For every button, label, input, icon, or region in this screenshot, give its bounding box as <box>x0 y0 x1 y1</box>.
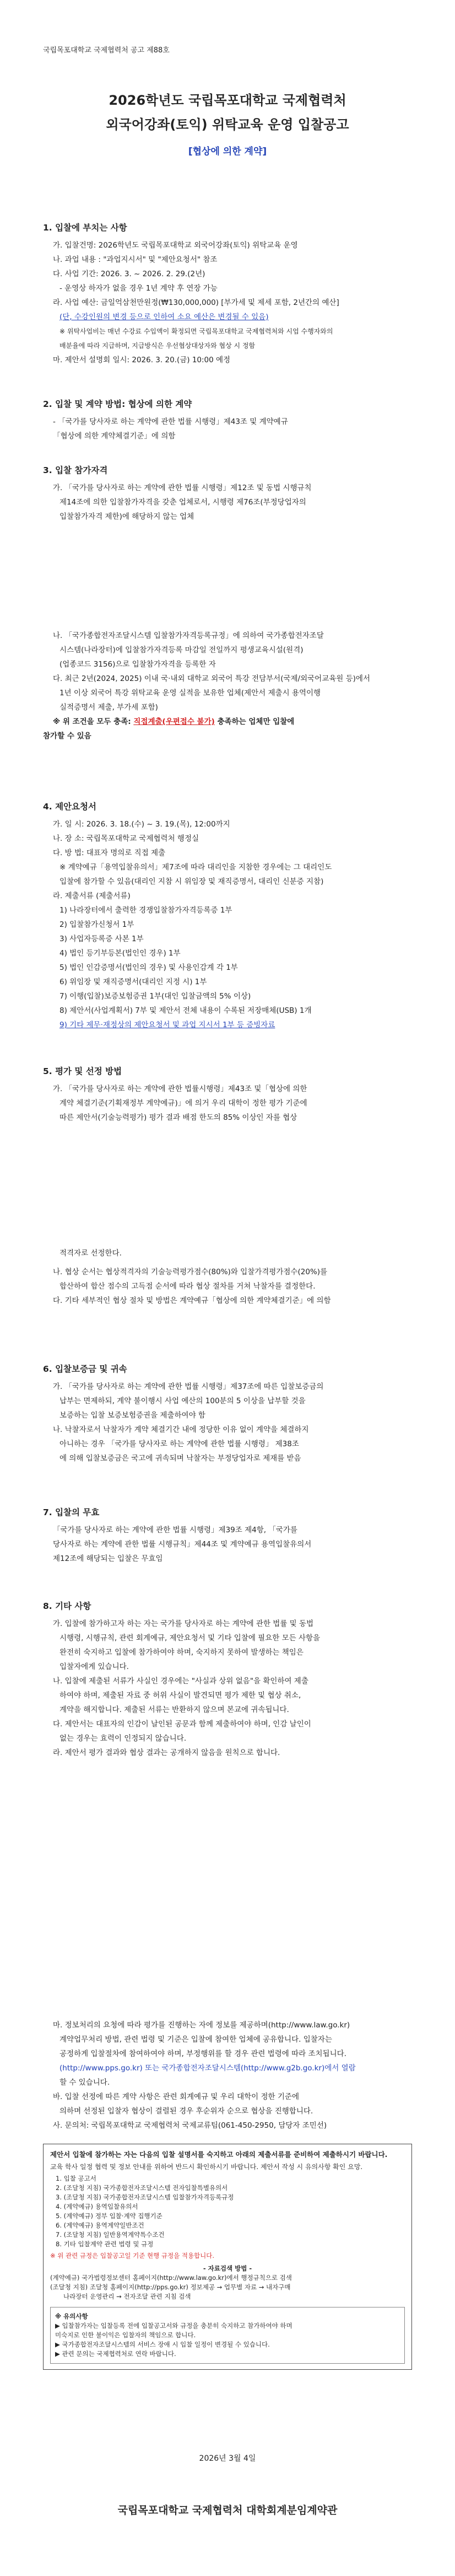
s4-item-7: 7) 이행(입찰)보증보험증권 1부(대인 입찰금액의 5% 이상) <box>59 992 251 1001</box>
section-6 <box>43 1362 412 1466</box>
ref-line: (조달청 지침) 조달청 홈페이지(http://pps.go.kr) 정보제공 → 업무별 자료 → 내자구매 <box>50 2283 291 2291</box>
section-7-heading: 7. 입찰의 무효 <box>43 1507 100 1517</box>
section-9 <box>43 2018 412 2133</box>
s6-b-3: 에 의해 입찰보증금은 국고에 귀속되며 낙찰자는 부정당업자로 제재를 받음 <box>59 1454 301 1463</box>
s9-b-1: 바. 입찰 선정에 따른 계약 사항은 관련 회계예규 및 우리 대학이 정한 기준에 <box>53 2092 300 2101</box>
title-line-1: 2026학년도 국립목포대학교 국제협력처 <box>109 93 346 108</box>
s3-caution <box>43 715 412 729</box>
s3-c-1: 다. 최근 2년(2024, 2025) 이내 국·내외 대학교 외국어 특강 전담부서(국제/외국어교육원 등)에서 <box>53 674 371 683</box>
s4-line-6: 라. 제출서류 (제출서류) <box>53 892 131 900</box>
s8-a-1: 가. 입찰에 참가하고자 하는 자는 국가를 당사자로 하는 계약에 관한 법률 및 동법 <box>53 1619 314 1628</box>
s3-b-3: (업종코드 3156)으로 입찰참가자격을 등록한 자 <box>59 660 216 669</box>
section-1-heading: 1. 입찰에 부치는 사항 <box>43 223 127 233</box>
s8-d-1: 라. 제안서 평가 결과와 협상 결과는 공개하지 않음을 원칙으로 합니다. <box>53 1748 280 1757</box>
s3-c-2: 1년 이상 외국어 특강 위탁교육 운영 실적을 보유한 업체(제안서 제출시 용역이행 <box>59 689 321 697</box>
s3-b-1: 나. 「국가종합전자조달시스템 입찰참가자격등록규정」에 의하여 국가종합전자조달 <box>53 631 324 640</box>
ref-line: 나라장터 운영관리 → 전자조달 관련 지침 검색 <box>63 2293 191 2300</box>
s4-line-1: 가. 일 시: 2026. 3. 18.(수) ~ 3. 19.(목), 12:00까지 <box>53 820 230 829</box>
s4-line-5: 입찰에 참가할 수 있음(대리인 지참 시 위임장 및 재직증명서, 대리인 신분증 지참) <box>59 877 324 886</box>
s3-a-3: 입찰참가자격 제한)에 해당하지 않는 업체 <box>59 512 194 521</box>
s9-c-1: 사. 문의처: 국립목포대학교 국제협력처 국제교류팀(061-450-2950, 담당자 조민선) <box>53 2121 327 2130</box>
section-4-heading: 4. 제안요청서 <box>43 802 96 812</box>
s9-a-4: (http://www.pps.go.kr) 또는 국가종합전자조달시스템(http://www.g2b.go.kr)에서 열람 <box>59 2064 356 2073</box>
section-3-cont <box>43 629 412 743</box>
s8-c-2: 없는 경우는 효력이 인정되지 않습니다. <box>59 1734 187 1743</box>
contract-method-label: [협상에 의한 계약] <box>188 146 267 157</box>
s4-item-4: 4) 법인 등기부등본(법인인 경우) 1부 <box>59 949 181 958</box>
section-2 <box>43 397 412 443</box>
s1-briefing: 마. 제안서 설명회 일시: 2026. 3. 20.(금) 10:00 예정 <box>53 356 231 364</box>
section-5-heading: 5. 평가 및 선정 방법 <box>43 1066 122 1076</box>
s8-a-4: 입찰자에게 있습니다. <box>59 1662 129 1671</box>
s4-item-1: 1) 나라장터에서 출력한 경쟁입찰참가자격등록증 1부 <box>59 906 232 915</box>
s3-c-3: 실적증명서 제출, 부가세 포함) <box>59 703 158 712</box>
s3-caution-pre: ※ 위 조건을 모두 충족: <box>53 717 134 726</box>
guide-item: 8. 기타 입찰계약 관련 법령 및 규정 <box>56 2240 154 2248</box>
ref-line: (계약예규) 국가법령정보센터 홈페이지(http://www.law.go.kr)에서 행정규칙으로 검색 <box>50 2274 292 2282</box>
section-3 <box>43 463 412 524</box>
s1-budget-note: (단, 수강인원의 변경 등으로 인하여 소요 예산은 변경될 수 있음) <box>59 313 269 321</box>
s3-a-1: 가. 「국가를 당사자로 하는 계약에 관한 법률 시행령」제12조 및 동법 시행규칙 <box>53 484 312 492</box>
s3-caution-end: 참가할 수 있음 <box>43 732 91 740</box>
bidding-guide-list <box>50 2174 405 2249</box>
guide-item: 6. (계약예규) 용역계약일반조건 <box>56 2221 144 2229</box>
section-3-heading: 3. 입찰 참가자격 <box>43 465 108 475</box>
s5-c-1: 다. 기타 세부적인 협상 절차 및 방법은 계약예규「협상에 의한 계약체결기준」에 의함 <box>53 1296 331 1305</box>
s6-a-1: 가. 「국가를 당사자로 하는 계약에 관한 법률 시행령」제37조에 따른 입찰보증금의 <box>53 1382 324 1391</box>
s1-line-5: 라. 사업 예산: 금일억삼천만원정(₩130,000,000) [부가세 및 제세 포함, 2년간의 예산] <box>53 298 339 307</box>
s9-a-3: 공정하게 입찰절차에 참여하여야 하며, 부정행위를 할 경우 관련 법령에 따라 조치됩니다. <box>59 2049 346 2058</box>
section-4 <box>43 799 412 1032</box>
caution-line: ▶ 관련 문의는 국제협력처로 연락 바랍니다. <box>55 2350 176 2358</box>
s1-line-3: 다. 사업 기간: 2026. 3. ~ 2026. 2. 29.(2년) <box>53 270 205 278</box>
section-1 <box>43 221 412 367</box>
guide-item: 4. (계약예규) 용역입찰유의서 <box>56 2203 138 2210</box>
s2-line-2: 「협상에 의한 계약체결기준」에 의함 <box>53 432 176 441</box>
s8-c-1: 다. 제안서는 대표자의 인감이 날인된 공문과 함께 제출하여야 하며, 인감 날인이 <box>53 1720 311 1729</box>
bidding-guide-title: 제안서 입찰에 참가하는 자는 다음의 입찰 설명서를 숙지하고 아래의 제출서류를 준비하여 제출하시기 바랍니다. <box>50 2150 388 2159</box>
guide-item: 7. (조달청 지침) 일반용역계약특수조건 <box>56 2231 165 2239</box>
s4-line-2: 나. 장 소: 국립목포대학교 국제협력처 행정실 <box>53 834 199 843</box>
s5-b-1: 나. 협상 순서는 협상적격자의 기술능력평가점수(80%)와 입찰가격평가점수(20%)를 <box>53 1268 328 1276</box>
guide-item: 1. 입찰 공고서 <box>56 2175 96 2182</box>
notice-issuer: 국립목포대학교 국제협력처 대학회계분임계약관 <box>117 2504 338 2516</box>
caution-line: ▶ 국가종합전자조달시스템의 서비스 장애 시 입찰 일정이 변경될 수 있습니다. <box>55 2341 270 2348</box>
caution-box <box>50 2307 405 2364</box>
section-7 <box>43 1505 412 1566</box>
s6-b-1: 나. 낙찰자로서 낙찰자가 계약 체결기간 내에 정당한 이유 없이 계약을 체결하지 <box>53 1425 309 1434</box>
s8-a-2: 시행령, 시행규칙, 관련 회계예규, 제안요청서 및 기타 입찰에 필요한 모든 사항을 <box>59 1634 321 1643</box>
s1-line-1: 가. 입찰건명: 2026학년도 국립목포대학교 외국어강좌(토익) 위탁교육 운영 <box>53 241 298 250</box>
s1-note-1: ※ 위탁사업비는 매년 수강료 수입액이 확정되면 국립목포대학교 국제협력처와 시업 수행자와의 <box>59 328 333 335</box>
s6-b-2: 아니하는 경우 「국가를 당사자로 하는 계약에 관한 법률 시행령」 제38조 <box>59 1440 299 1448</box>
bidding-guide-box <box>43 2144 412 2370</box>
notice-date: 2026년 3월 4일 <box>199 2454 256 2463</box>
s1-note-2: 배분율에 따라 지급하며, 지급방식은 우선협상대상자와 협상 시 정함 <box>59 342 256 350</box>
s6-a-2: 납부는 면제하되, 계약 불이행시 사업 예산의 100분의 5 이상을 납부할 것을 <box>59 1397 306 1405</box>
s4-line-4: ※ 계약예규「용역입찰유의서」제7조에 따라 대리인을 지참한 경우에는 그 대리인도 <box>59 863 332 872</box>
s8-b-2: 하여야 하며, 제출된 자료 중 허위 사실이 발견되면 평가 제한 및 협상 취소, <box>59 1691 301 1700</box>
section-5-cont <box>43 1246 412 1308</box>
s5-a-2: 계약 체결기준(기획재정부 계약예규)」에 의거 우리 대학이 정한 평가 기준에 <box>59 1099 307 1108</box>
ref-title: - 자료검색 방법 - <box>203 2264 252 2272</box>
s8-b-1: 나. 입찰에 제출된 서류가 사실인 경우에는 "사실과 상위 없음"을 확인하여 제출 <box>53 1677 308 1686</box>
section-5 <box>43 1064 412 1125</box>
s1-line-2: 나. 과업 내용 : "과업지시서" 및 "제안요청서" 참조 <box>53 255 218 264</box>
s4-item-5: 5) 법인 인감증명서(법인의 경우) 및 사용인감계 각 1부 <box>59 963 238 972</box>
title-line-2: 외국어강좌(토익) 위탁교육 운영 입찰공고 <box>106 117 349 132</box>
caution-title: ※ 유의사항 <box>55 2312 88 2320</box>
guide-item: 2. (조달청 지침) 국가종합전자조달시스템 전자입찰특별유의서 <box>56 2184 228 2192</box>
s2-line-1: - 「국가를 당사자로 하는 계약에 관한 법률 시행령」제43조 및 계약예규 <box>53 417 288 426</box>
s3-caution-post: 충족하는 업체만 입찰에 <box>214 717 295 726</box>
s5-a-3: 따른 제안서(기술능력평가) 평가 결과 배점 한도의 85% 이상인 자를 협상 <box>59 1113 297 1122</box>
s7-a-1: 「국가를 당사자로 하는 계약에 관한 법률 시행령」제39조 제4항, 「국가를 <box>53 1526 297 1534</box>
section-6-heading: 6. 입찰보증금 및 귀속 <box>43 1364 127 1374</box>
s3-caution-red: 직접계출(우편접수 불가) <box>133 717 215 726</box>
s4-line-3: 다. 방 법: 대표자 명의로 직접 제출 <box>53 849 166 857</box>
s6-a-3: 보증하는 입찰 보증보험증권을 제출하여야 함 <box>59 1411 205 1420</box>
section-2-heading: 2. 입찰 및 계약 방법: 협상에 의한 계약 <box>43 399 192 409</box>
s7-a-2: 당사자로 하는 계약에 관한 법률 시행규칙」제44조 및 계약예규 용역입찰유의서 <box>53 1540 312 1549</box>
s9-a-5: 할 수 있습니다. <box>59 2078 110 2087</box>
section-8 <box>43 1599 412 1760</box>
notice-number: 국립목포대학교 국제협력처 공고 제88호 <box>43 46 170 55</box>
s7-a-3: 제12조에 해당되는 입찰은 무효임 <box>53 1554 163 1563</box>
s9-a-1: 마. 정보처리의 요청에 따라 평가를 진행하는 자에 정보를 제공하며(http://www.law.go.kr) <box>53 2021 350 2030</box>
s4-item-3: 3) 사업자등록증 사본 1부 <box>59 935 144 943</box>
caution-line: 미숙지로 인한 불이익은 입찰자의 책임으로 합니다. <box>55 2331 196 2339</box>
bidding-guide-intro: 교육 학사 일정 협력 및 정보 안내를 위하여 반드시 확인하시기 바랍니다. 제안서 작성 시 유의사항 확인 요망. <box>50 2163 363 2171</box>
s5-a-4: 적격자로 선정한다. <box>59 1249 122 1258</box>
s9-b-2: 의하며 선정된 입찰자 협상이 결렬된 경우 후순위자 순으로 협상을 진행합니다. <box>59 2107 313 2116</box>
caution-line: ▶ 입찰참가자는 입찰등록 전에 입찰공고서와 규정을 충분히 숙지하고 참가하여야 하며 <box>55 2322 292 2330</box>
s8-b-3: 계약을 해지합니다. 제출된 서류는 반환하지 않으며 본교에 귀속됩니다. <box>59 1705 289 1714</box>
section-8-heading: 8. 기타 사항 <box>43 1601 91 1611</box>
guide-red-note: ※ 위 관련 규정은 입찰공고일 기준 현행 규정을 적용합니다. <box>50 2252 215 2260</box>
s8-a-3: 완전히 숙지하고 입찰에 참가하여야 하며, 숙지하지 못하여 발생하는 책임은 <box>59 1648 304 1657</box>
notice-header <box>0 88 455 157</box>
s4-item-8: 8) 제안서(사업계획서) 7부 및 제안서 전체 내용이 수록된 저장매체(USB) 1개 <box>59 1006 312 1015</box>
s5-a-1: 가. 「국가를 당사자로 하는 계약에 관한 법률시행령」제43조 및「협상에 의한 <box>53 1085 307 1093</box>
s1-line-4: - 운영상 하자가 없을 경우 1년 계약 후 연장 가능 <box>59 284 218 293</box>
s4-item-2: 2) 입찰참가신청서 1부 <box>59 920 134 929</box>
s3-b-2: 시스템(나라장터)에 입찰참가자격등록 마감일 전일까지 평생교육시설(원격) <box>59 646 304 654</box>
guide-item: 5. (계약예규) 정부 입찰·계약 집행기준 <box>56 2212 162 2220</box>
guide-item: 3. (조달청 지침) 국가종합전자조달시스템 입찰참가자격등록규정 <box>56 2193 234 2201</box>
s4-item-6: 6) 위임장 및 재직증명서(대리인 지정 시) 1부 <box>59 978 207 986</box>
s9-a-2: 계약업무처리 방법, 관련 법령 및 기준은 입찰에 참여한 업체에 공유합니다. 입찰자는 <box>59 2035 332 2044</box>
s4-item-9: 9) 기타 제무·재정상의 제안요청서 및 과업 지시서 1부 등 증빙자료 <box>59 1021 275 1029</box>
s5-b-2: 합산하여 합산 점수의 고득점 순서에 따라 협상 절차를 거쳐 낙찰자를 결정한다. <box>59 1282 316 1291</box>
s3-a-2: 제14조에 의한 입찰참가자격을 갖춘 업체로서, 시행령 제76조(부정당업자의 <box>59 498 306 507</box>
